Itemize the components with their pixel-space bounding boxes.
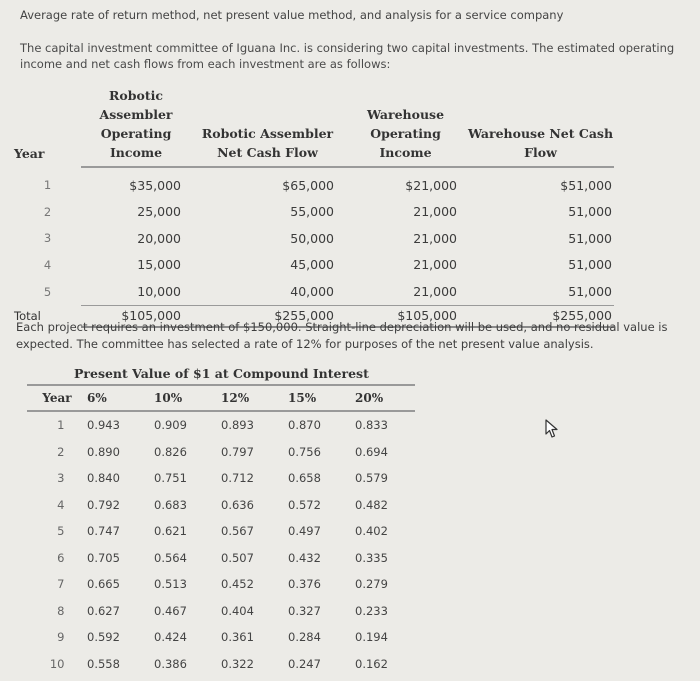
- pv-factor-cell: 0.162: [355, 656, 388, 671]
- wh-income-total: $105,000: [344, 305, 467, 327]
- pv-factor-cell: 0.636: [221, 497, 254, 512]
- pv-factor-cell: 0.402: [355, 524, 388, 539]
- pv-factor-cell: 0.322: [221, 656, 254, 671]
- pv-factor-cell: 0.797: [221, 444, 254, 459]
- pv-factor-cell: 0.833: [355, 418, 388, 433]
- pv-row: [27, 571, 415, 598]
- pv-factor-cell: 0.890: [87, 444, 120, 459]
- pv-year-cell: 3: [57, 471, 65, 486]
- pv-table: [27, 384, 415, 677]
- ra-income-cell: 15,000: [137, 257, 181, 273]
- pv-factor-cell: 0.432: [288, 550, 321, 565]
- table-row: [14, 167, 614, 199]
- pv-factor-cell: 0.840: [87, 471, 120, 486]
- pv-factor-cell: 0.747: [87, 524, 120, 539]
- ra-income-cell: 10,000: [137, 283, 181, 299]
- pv-year-cell: 1: [57, 418, 65, 433]
- ra-cash-total: $255,000: [191, 305, 344, 327]
- year-cell: 3: [43, 231, 52, 246]
- ra-income-cell: 20,000: [137, 230, 181, 246]
- pv-factor-cell: 0.665: [87, 577, 120, 592]
- pv-year-cell: 7: [57, 577, 65, 592]
- pv-year-cell: 10: [49, 656, 65, 671]
- ra-income-total: $105,000: [81, 305, 191, 327]
- ra-income-cell: $35,000: [129, 177, 181, 193]
- wh-cash-cell: 51,000: [568, 257, 612, 273]
- intro-text: The capital investment committee of Iguana Inc. is considering two capital investments. The estimated operating income and net cash flows from each investment are as follows:: [20, 41, 675, 71]
- investment-table: [14, 86, 614, 328]
- pv-factor-cell: 0.579: [355, 471, 388, 486]
- header-wh-cash: Warehouse Net Cash Flow: [467, 86, 614, 167]
- header-ra-cash: Robotic Assembler Net Cash Flow: [191, 86, 344, 167]
- pv-factor-cell: 0.233: [355, 603, 388, 618]
- total-label: Total: [14, 308, 41, 323]
- pv-factor-cell: 0.327: [288, 603, 321, 618]
- header-ra-income: Robotic Assembler Operating Income: [81, 86, 191, 167]
- wh-income-cell: 21,000: [413, 204, 457, 220]
- year-cell: 1: [43, 177, 52, 192]
- pv-factor-cell: 0.712: [221, 471, 254, 486]
- pv-factor-cell: 0.361: [221, 630, 254, 645]
- pv-factor-cell: 0.943: [87, 418, 120, 433]
- pv-factor-cell: 0.513: [154, 577, 187, 592]
- pv-header-rate: 6%: [87, 385, 154, 411]
- pv-factor-cell: 0.194: [355, 630, 388, 645]
- wh-income-cell: $21,000: [405, 177, 457, 193]
- pv-factor-cell: 0.792: [87, 497, 120, 512]
- pv-row: [27, 651, 415, 678]
- ra-cash-cell: 45,000: [290, 257, 334, 273]
- pv-factor-cell: 0.279: [355, 577, 388, 592]
- ra-cash-cell: 40,000: [290, 283, 334, 299]
- pv-factor-cell: 0.564: [154, 550, 187, 565]
- header-wh-income: Warehouse Operating Income: [344, 86, 467, 167]
- pv-year-cell: 6: [57, 550, 65, 565]
- table-row: [14, 252, 614, 279]
- wh-income-cell: 21,000: [413, 283, 457, 299]
- pv-factor-cell: 0.482: [355, 497, 388, 512]
- pv-factor-cell: 0.558: [87, 656, 120, 671]
- pv-header-year: Year: [27, 385, 87, 411]
- pv-row: [27, 411, 415, 439]
- table-row: [14, 199, 614, 226]
- pv-factor-cell: 0.909: [154, 418, 187, 433]
- pv-factor-cell: 0.335: [355, 550, 388, 565]
- pv-factor-cell: 0.567: [221, 524, 254, 539]
- pv-factor-cell: 0.467: [154, 603, 187, 618]
- pv-factor-cell: 0.826: [154, 444, 187, 459]
- problem-title: Average rate of return method, net present value method, and analysis for a service company: [20, 8, 564, 22]
- pv-factor-cell: 0.424: [154, 630, 187, 645]
- pv-year-cell: 9: [57, 630, 65, 645]
- pv-factor-cell: 0.705: [87, 550, 120, 565]
- pv-row: [27, 492, 415, 519]
- year-cell: 2: [43, 204, 52, 219]
- pv-header-rate: 12%: [221, 385, 288, 411]
- pv-row: [27, 465, 415, 492]
- pv-row: [27, 518, 415, 545]
- pv-year-cell: 5: [57, 524, 65, 539]
- pv-table-title: Present Value of $1 at Compound Interest: [74, 366, 369, 381]
- wh-income-cell: 21,000: [413, 230, 457, 246]
- pv-factor-cell: 0.621: [154, 524, 187, 539]
- table-row: [14, 225, 614, 252]
- ra-cash-cell: $65,000: [282, 177, 334, 193]
- ra-cash-cell: 50,000: [290, 230, 334, 246]
- pv-header-rate: 10%: [154, 385, 221, 411]
- year-cell: 4: [43, 257, 52, 272]
- pv-year-cell: 4: [57, 497, 65, 512]
- year-cell: 5: [43, 284, 52, 299]
- pv-factor-cell: 0.658: [288, 471, 321, 486]
- pv-factor-cell: 0.376: [288, 577, 321, 592]
- pv-factor-cell: 0.756: [288, 444, 321, 459]
- wh-cash-cell: $51,000: [560, 177, 612, 193]
- pv-factor-cell: 0.870: [288, 418, 321, 433]
- wh-cash-cell: 51,000: [568, 230, 612, 246]
- wh-cash-cell: 51,000: [568, 283, 612, 299]
- table-row: [14, 278, 614, 305]
- pv-factor-cell: 0.683: [154, 497, 187, 512]
- pv-row: [27, 598, 415, 625]
- pv-factor-cell: 0.893: [221, 418, 254, 433]
- pv-factor-cell: 0.284: [288, 630, 321, 645]
- requirements-text: Each project requires an investment of $150,000. Straight-line depreciation will be used, and no residual value is expected. The committee has selected a rate of 12% for purposes of the net present value analysis.: [16, 320, 668, 351]
- pv-row: [27, 624, 415, 651]
- pv-year-cell: 2: [57, 444, 65, 459]
- pv-factor-cell: 0.572: [288, 497, 321, 512]
- pv-factor-cell: 0.694: [355, 444, 388, 459]
- ra-income-cell: 25,000: [137, 204, 181, 220]
- pv-factor-cell: 0.386: [154, 656, 187, 671]
- mouse-pointer-icon: [545, 419, 559, 439]
- pv-header-rate: 15%: [288, 385, 355, 411]
- pv-row: [27, 545, 415, 572]
- header-year: Year: [14, 146, 45, 161]
- wh-income-cell: 21,000: [413, 257, 457, 273]
- pv-factor-cell: 0.247: [288, 656, 321, 671]
- pv-factor-cell: 0.497: [288, 524, 321, 539]
- pv-factor-cell: 0.404: [221, 603, 254, 618]
- pv-factor-cell: 0.592: [87, 630, 120, 645]
- pv-factor-cell: 0.627: [87, 603, 120, 618]
- pv-factor-cell: 0.452: [221, 577, 254, 592]
- pv-year-cell: 8: [57, 603, 65, 618]
- pv-row: [27, 439, 415, 466]
- wh-cash-total: $255,000: [467, 305, 614, 327]
- pv-header-rate: 20%: [355, 385, 415, 411]
- pv-factor-cell: 0.751: [154, 471, 187, 486]
- wh-cash-cell: 51,000: [568, 204, 612, 220]
- ra-cash-cell: 55,000: [290, 204, 334, 220]
- pv-factor-cell: 0.507: [221, 550, 254, 565]
